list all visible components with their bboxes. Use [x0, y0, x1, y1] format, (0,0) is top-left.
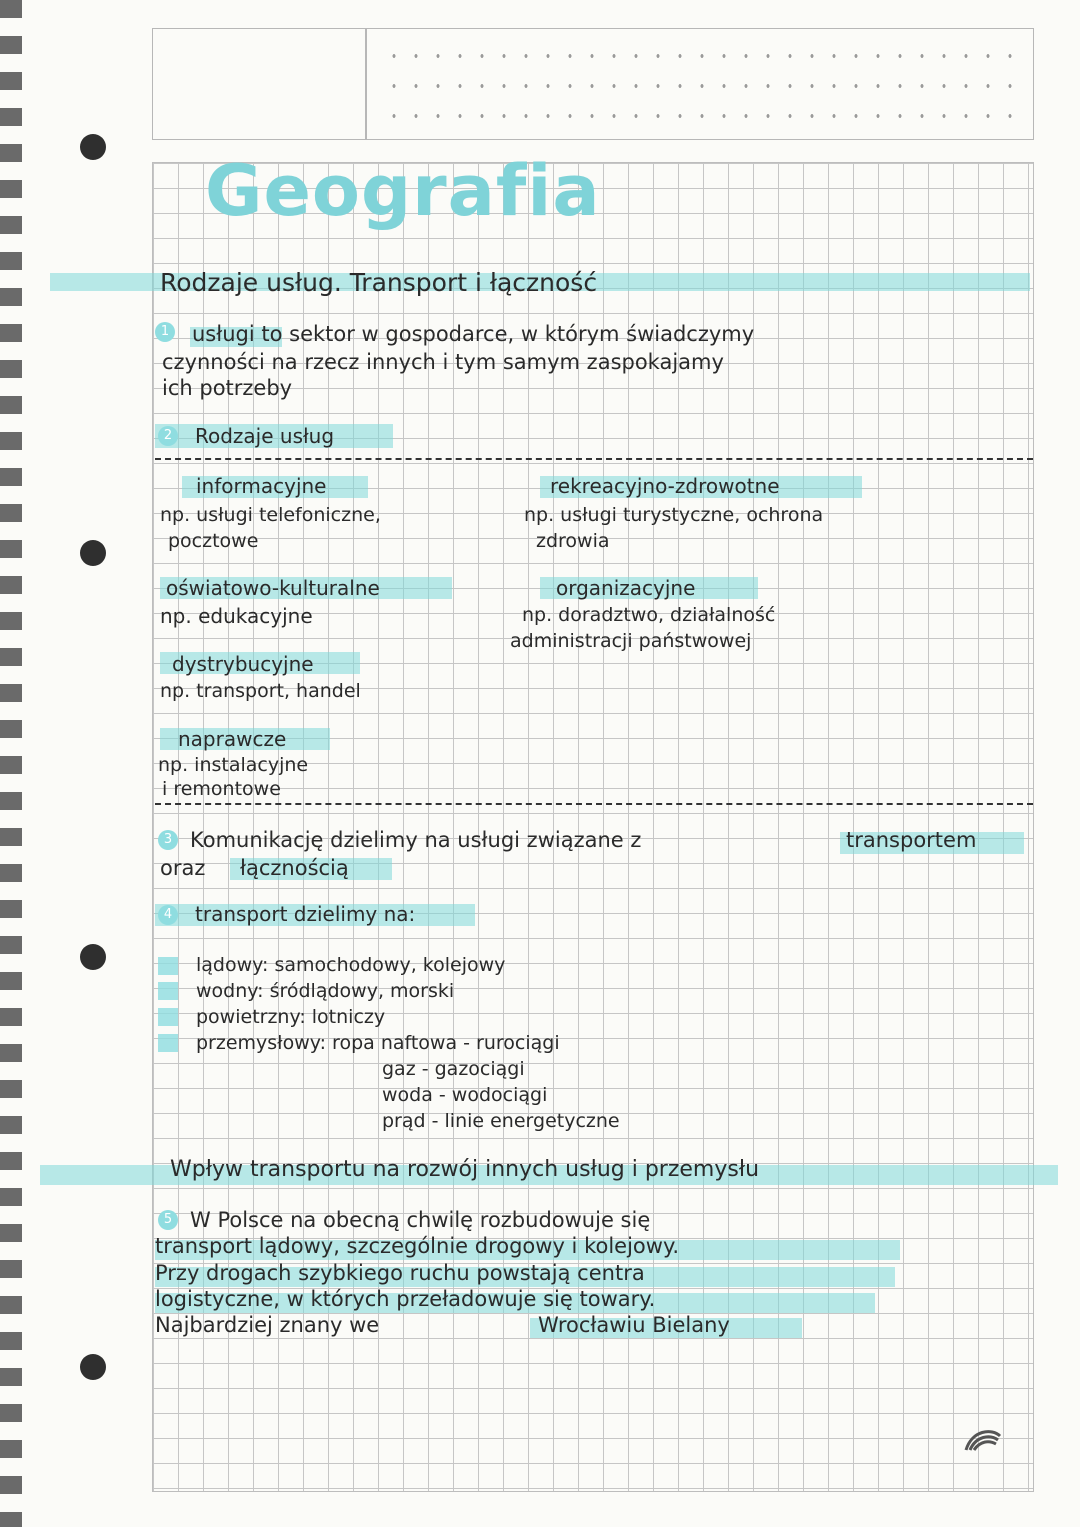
influence-heading: Wpływ transportu na rozwój innych usług i przemysłu: [170, 1157, 760, 1182]
communication-lacznosc: łącznością: [240, 856, 349, 880]
dotted-area: [383, 41, 1021, 127]
industrial-item: woda - wodociągi: [382, 1084, 548, 1106]
type-rekreacyjne-example: np. usługi turystyczne, ochrona: [524, 504, 824, 526]
type-dystrybucyjne-example: np. transport, handel: [160, 680, 361, 702]
transport-type: przemysłowy: ropa naftowa - rurociągi: [196, 1032, 560, 1054]
type-organizacyjne-example-2: administracji państwowej: [510, 630, 752, 652]
punch-hole: [80, 1354, 106, 1380]
definition-line-1: usługi to sektor w gospodarce, w którym świadczymy: [192, 322, 755, 346]
industrial-item: gaz - gazociągi: [382, 1058, 525, 1080]
page-title: Geografia: [205, 150, 601, 232]
bullet-badge: 4: [158, 905, 178, 925]
type-naprawcze-example: np. instalacyjne: [158, 754, 309, 776]
type-informacyjne-example-2: pocztowe: [168, 530, 259, 552]
type-naprawcze-example-2: i remontowe: [162, 778, 281, 800]
type-oswiatowe: oświatowo-kulturalne: [166, 576, 380, 600]
poland-line-5: Najbardziej znany we: [155, 1313, 380, 1337]
header-divider: [365, 29, 367, 139]
communication-transport: transportem: [846, 828, 977, 852]
transport-type: wodny: śródlądowy, morski: [196, 980, 455, 1002]
arrow-icon: [158, 1034, 178, 1052]
communication-line-1: Komunikację dzielimy na usługi związane z: [190, 828, 642, 852]
spiral-edge: [0, 0, 22, 1527]
transport-type: lądowy: samochodowy, kolejowy: [196, 954, 506, 976]
bullet-badge: 5: [158, 1210, 178, 1230]
poland-line-1: W Polsce na obecną chwilę rozbudowuje się: [190, 1208, 651, 1232]
type-informacyjne-example: np. usługi telefoniczne,: [160, 504, 381, 526]
dashed-divider-bottom: [155, 803, 1033, 805]
punch-hole: [80, 944, 106, 970]
punch-hole: [80, 134, 106, 160]
communication-and: oraz: [160, 856, 206, 880]
bullet-badge: 1: [155, 322, 175, 342]
topic-heading: Rodzaje usług. Transport i łączność: [160, 268, 598, 297]
header-box: [152, 28, 1034, 140]
arrow-icon: [158, 957, 178, 975]
type-informacyjne: informacyjne: [196, 474, 327, 498]
arrow-icon: [158, 1008, 178, 1026]
definition-line-3: ich potrzeby: [162, 376, 293, 400]
type-rekreacyjne-example-2: zdrowia: [536, 530, 610, 552]
poland-line-3: Przy drogach szybkiego ruchu powstają centra: [155, 1261, 645, 1285]
types-heading: Rodzaje usług: [195, 424, 335, 448]
dashed-divider-top: [155, 458, 1033, 460]
type-naprawcze: naprawcze: [178, 727, 287, 751]
punch-hole: [80, 540, 106, 566]
type-oswiatowe-example: np. edukacyjne: [160, 604, 313, 628]
type-organizacyjne: organizacyjne: [556, 576, 696, 600]
poland-line-2: transport lądowy, szczególnie drogowy i kolejowy.: [155, 1234, 680, 1258]
poland-wroclaw: Wrocławiu Bielany: [538, 1313, 730, 1337]
type-rekreacyjne: rekreacyjno-zdrowotne: [550, 474, 780, 498]
arrow-icon: [158, 982, 178, 1000]
transport-heading: transport dzielimy na:: [195, 902, 416, 926]
bullet-badge: 2: [158, 426, 178, 446]
type-organizacyjne-example: np. doradztwo, działalność: [522, 604, 776, 626]
definition-line-2: czynności na rzecz innych i tym samym zaspokajamy: [162, 350, 724, 374]
type-dystrybucyjne: dystrybucyjne: [172, 652, 314, 676]
brand-logo-icon: [962, 1424, 1004, 1456]
bullet-badge: 3: [158, 830, 178, 850]
poland-line-4: logistyczne, w których przeładowuje się towary.: [155, 1287, 656, 1311]
transport-type: powietrzny: lotniczy: [196, 1006, 386, 1028]
industrial-item: prąd - linie energetyczne: [382, 1110, 620, 1132]
